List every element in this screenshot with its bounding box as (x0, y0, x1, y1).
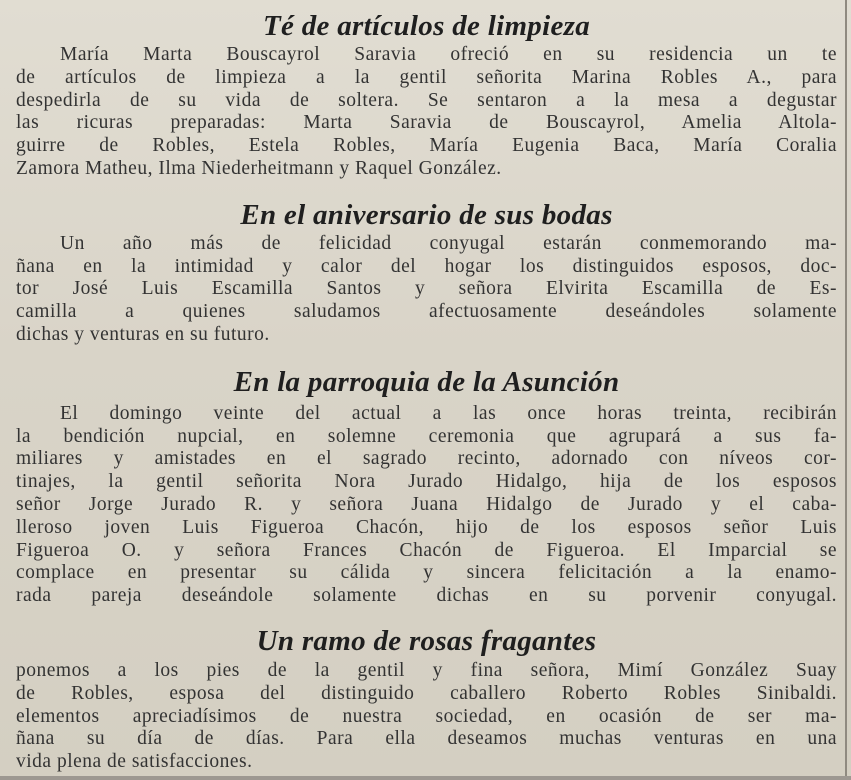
text-line: Figueroa O. y señora Frances Chacón de Figueroa. El Imparcial se (16, 539, 837, 561)
text-line: elementos apreciadísimos de nuestra sociedad, en ocasión de ser ma- (16, 705, 837, 727)
article-aniversario-bodas (16, 193, 837, 347)
text-line: guirre de Robles, Estela Robles, María Eugenia Baca, María Coralia (16, 135, 837, 157)
article-heading: En el aniversario de sus bodas (240, 198, 613, 231)
text-line: ponemos a los pies de la gentil y fina señora, Mimí González Suay (16, 659, 837, 681)
text-line: camilla a quienes saludamos afectuosamente deseándoles solamente (16, 301, 837, 323)
article-te-articulos-limpieza (16, 4, 837, 181)
article-heading: En la parroquia de la Asunción (233, 365, 620, 398)
text-line: ñana en la intimidad y calor del hogar los distinguidos esposos, doc- (16, 255, 837, 277)
text-line: de Robles, esposa del distinguido caballero Roberto Robles Sinibaldi. (16, 682, 837, 704)
text-line: de artículos de limpieza a la gentil señorita Marina Robles A., para (16, 66, 837, 88)
text-line: dichas y venturas en su futuro. (16, 323, 270, 345)
text-line: las ricuras preparadas: Marta Saravia de Bouscayrol, Amelia Altola- (16, 112, 837, 134)
text-line: María Marta Bouscayrol Saravia ofreció en su residencia un te (60, 44, 837, 65)
text-line: vida plena de satisfacciones. (16, 751, 253, 773)
text-line: señor Jorge Jurado R. y señora Juana Hidalgo de Jurado y el caba- (16, 493, 837, 515)
text-line: miliares y amistades en el sagrado recinto, adornado con níveos cor- (16, 448, 837, 470)
text-line: la bendición nupcial, en solemne ceremonia que agrupará a sus fa- (16, 425, 837, 447)
text-line: Un año más de felicidad conyugal estarán conmemorando ma- (60, 232, 837, 254)
text-line: ñana su día de días. Para ella deseamos muchas venturas en una (16, 728, 837, 750)
article-ramo-rosas (16, 618, 837, 774)
article-body (16, 660, 837, 774)
text-line: despedirla de su vida de soltera. Se sentaron a la mesa a degustar (16, 89, 837, 111)
article-heading: Un ramo de rosas fragantes (256, 624, 597, 657)
text-line: tinajes, la gentil señorita Nora Jurado Hidalgo, hija de los esposos (16, 471, 837, 493)
text-line: tor José Luis Escamilla Santos y señora Elvirita Escamilla de Es- (16, 278, 837, 300)
article-body (16, 403, 837, 608)
text-line: El domingo veinte del actual a las once horas treinta, recibirán (60, 402, 837, 424)
bottom-rule (0, 776, 851, 780)
article-parroquia-asuncion (16, 359, 837, 608)
article-heading: Té de artículos de limpieza (262, 10, 591, 42)
article-body (16, 233, 837, 347)
text-line: rada pareja deseándole solamente dichas en su porvenir conyugal. (16, 585, 837, 607)
column-rule (845, 0, 847, 780)
text-line: lleroso joven Luis Figueroa Chacón, hijo de los esposos señor Luis (16, 516, 837, 538)
text-line: Zamora Matheu, Ilma Niederheitmann y Raquel González. (16, 157, 502, 179)
article-body (16, 44, 837, 181)
text-line: complace en presentar su cálida y sincera felicitación a la enamo- (16, 562, 837, 584)
